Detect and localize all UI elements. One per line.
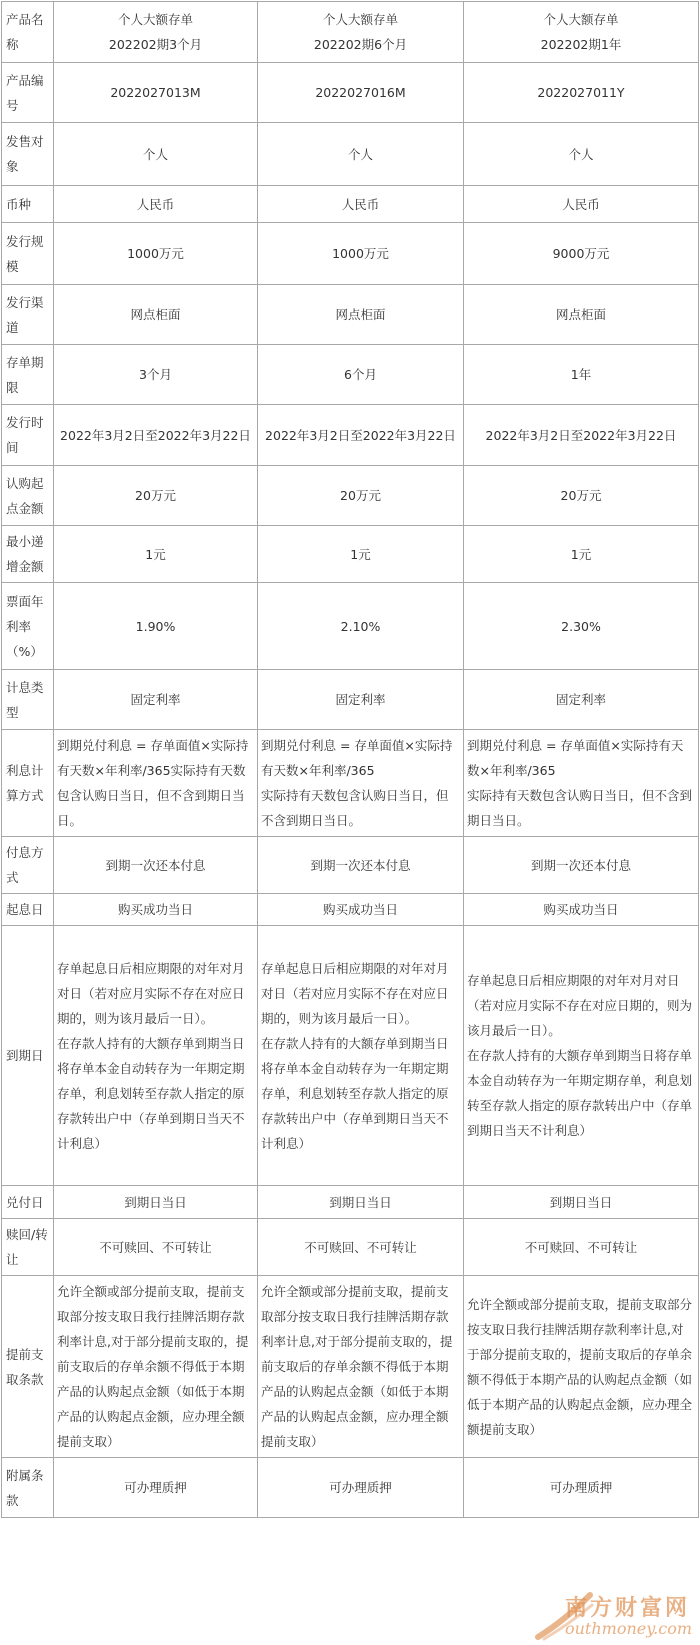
table-row-min-amount: [2, 466, 699, 526]
row-label-increment: 最小递增金额: [2, 526, 54, 583]
cell-increment-product-1: [54, 526, 258, 583]
cell-channel-product-2: [258, 285, 464, 345]
cell-text-line: 固定利率: [130, 692, 181, 707]
row-label-pay-date: 兑付日: [2, 1186, 54, 1219]
cell-text-line: 到期兑付利息 = 存单面值×实际持有天数×年利率/365: [261, 738, 453, 778]
cell-currency-product-3: [464, 186, 699, 223]
row-label-target: 发售对象: [2, 123, 54, 186]
cell-target-product-1: [54, 123, 258, 186]
cell-text-line: 6个月: [344, 367, 377, 382]
cell-text-line: 个人: [568, 146, 594, 162]
row-label-min-amount: 认购起点金额: [2, 466, 54, 526]
cell-text-line: 1元: [145, 546, 166, 562]
cell-rate-product-2: [258, 583, 464, 670]
cell-text-line: 到期一次还本付息: [105, 857, 206, 873]
cell-name-product-1: [54, 2, 258, 63]
cell-text-line: 不可赎回、不可转让: [304, 1239, 417, 1255]
cell-attached-product-1: [54, 1458, 258, 1518]
cell-increment-product-3: [464, 526, 699, 583]
cell-text-line: 202202期1年: [540, 37, 622, 52]
row-label-value-date: 起息日: [2, 894, 54, 926]
cell-text-line: 2022年3月2日至2022年3月22日: [60, 427, 251, 443]
cell-issue-time-product-1: [54, 405, 258, 466]
row-label-interest-type: 计息类型: [2, 670, 54, 730]
cell-text-line: 2022027013M: [110, 85, 201, 100]
cell-currency-product-2: [258, 186, 464, 223]
cell-text-line: 在存款人持有的大额存单到期当日将存单本金自动转存为一年期定期存单，利息划转至存款人指定的原存款转出户中（存单到期日当天不计利息）: [261, 1035, 449, 1151]
row-label-name: 产品名称: [2, 2, 54, 63]
table-row-interest-type: [2, 670, 699, 730]
product-table: [1, 1, 699, 1518]
cell-text-line: 不可赎回、不可转让: [99, 1239, 212, 1255]
table-row-maturity: [2, 926, 699, 1186]
cell-text-line: 个人大额存单: [543, 12, 619, 27]
table-body: [2, 2, 699, 1518]
cell-scale-product-1: [54, 223, 258, 285]
row-label-early-withdraw: 提前支取条款: [2, 1276, 54, 1458]
table-row-interest-calc: [2, 730, 699, 837]
table-row-rate: [2, 583, 699, 670]
table-row-increment: [2, 526, 699, 583]
cell-issue-time-product-3: [464, 405, 699, 466]
cell-code-product-2: [258, 63, 464, 123]
table-row-term: [2, 345, 699, 405]
cell-text-line: 存单起息日后相应期限的对年对月对日（若对应月实际不存在对应日期的，则为该月最后一日）。: [467, 973, 693, 1038]
cell-term-product-3: [464, 345, 699, 405]
table-row-code: [2, 63, 699, 123]
cell-text-line: 可办理质押: [124, 1480, 187, 1495]
table-row-pay-date: [2, 1186, 699, 1219]
cell-min-amount-product-1: [54, 466, 258, 526]
cell-text-line: 允许全额或部分提前支取，提前支取部分按支取日我行挂牌活期存款利率计息,对于部分提前支取的，提前支取后的存单余额不得低于本期产品的认购起点金额（如低于本期产品的认购起点金额，应办理全额提前支取）: [57, 1284, 249, 1449]
cell-text-line: 购买成功当日: [543, 902, 619, 917]
cell-text-line: 1000万元: [127, 246, 184, 261]
cell-text-line: 可办理质押: [329, 1480, 392, 1495]
cell-code-product-3: [464, 63, 699, 123]
row-label-code: 产品编号: [2, 63, 54, 123]
cell-target-product-2: [258, 123, 464, 186]
cell-text-line: 在存款人持有的大额存单到期当日将存单本金自动转存为一年期定期存单，利息划转至存款人指定的原存款转出户中（存单到期日当天不计利息）: [467, 1048, 693, 1138]
cell-early-withdraw-product-2: [258, 1276, 464, 1458]
row-label-scale: 发行规模: [2, 223, 54, 285]
row-label-maturity: 到期日: [2, 926, 54, 1186]
table-row-issue-time: [2, 405, 699, 466]
cell-text-line: 允许全额或部分提前支取，提前支取部分按支取日我行挂牌活期存款利率计息,对于部分提前支取的，提前支取后的存单余额不得低于本期产品的认购起点金额（如低于本期产品的认购起点金额，应办理全额提前支取）: [467, 1296, 693, 1437]
cell-min-amount-product-3: [464, 466, 699, 526]
cell-text-line: 实际持有天数包含认购日当日，但不含到期日当日。: [261, 788, 449, 828]
table-row-target: [2, 123, 699, 186]
table-row-early-withdraw: [2, 1276, 699, 1458]
cell-text-line: 存单起息日后相应期限的对年对月对日（若对应月实际不存在对应日期的，则为该月最后一日）。: [261, 960, 449, 1026]
cell-text-line: 存单起息日后相应期限的对年对月对日（若对应月实际不存在对应日期的，则为该月最后一日）。: [57, 960, 245, 1026]
cell-text-line: 20万元: [560, 488, 602, 503]
cell-text-line: 2.30%: [561, 618, 601, 634]
row-label-redeem: 赎回/转让: [2, 1219, 54, 1276]
watermark-cn-text: 南方财富网: [564, 1595, 690, 1621]
cell-text-line: 2022年3月2日至2022年3月22日: [265, 427, 456, 443]
cell-text-line: 1元: [570, 546, 592, 562]
cell-text-line: 到期日当日: [124, 1194, 187, 1210]
cell-text-line: 人民币: [562, 196, 600, 212]
cell-target-product-3: [464, 123, 699, 186]
cell-value-date-product-1: [54, 894, 258, 926]
cell-text-line: 网点柜面: [555, 307, 606, 322]
cell-text-line: 到期兑付利息 = 存单面值×实际持有天数×年利率/365: [467, 738, 684, 778]
cell-early-withdraw-product-1: [54, 1276, 258, 1458]
cell-text-line: 固定利率: [335, 692, 386, 707]
cell-text-line: 实际持有天数包含认购日当日，但不含到期日当日。: [467, 788, 693, 828]
cell-text-line: 个人大额存单: [322, 12, 398, 27]
cell-text-line: 1年: [570, 367, 592, 382]
cell-rate-product-3: [464, 583, 699, 670]
cell-channel-product-3: [464, 285, 699, 345]
cell-redeem-product-3: [464, 1219, 699, 1276]
cell-text-line: 202202期3个月: [108, 37, 203, 52]
row-label-rate: 票面年利率（%）: [2, 583, 54, 670]
row-label-payment: 付息方式: [2, 837, 54, 894]
site-watermark: [534, 1591, 694, 1641]
cell-value-date-product-3: [464, 894, 699, 926]
cell-channel-product-1: [54, 285, 258, 345]
cell-text-line: 2022027016M: [315, 85, 406, 100]
watermark-swoosh-icon: [534, 1591, 594, 1641]
cell-text-line: 到期兑付利息 = 存单面值×实际持有天数×年利率/365实际持有天数包含认购日当日，但不含到期日当日。: [57, 738, 249, 828]
cell-text-line: 2.10%: [340, 618, 381, 634]
cell-text-line: 在存款人持有的大额存单到期当日将存单本金自动转存为一年期定期存单，利息划转至存款人指定的原存款转出户中（存单到期日当天不计利息）: [57, 1035, 245, 1151]
cell-text-line: 个人大额存单: [117, 12, 193, 27]
cell-scale-product-2: [258, 223, 464, 285]
cell-text-line: 9000万元: [552, 246, 610, 261]
cell-text-line: 人民币: [341, 196, 380, 212]
cell-interest-calc-product-3: [464, 730, 699, 837]
cell-value-date-product-2: [258, 894, 464, 926]
cell-issue-time-product-2: [258, 405, 464, 466]
cell-text-line: 2022年3月2日至2022年3月22日: [485, 427, 677, 443]
cell-currency-product-1: [54, 186, 258, 223]
cell-text-line: 202202期6个月: [313, 37, 408, 52]
table-row-currency: [2, 186, 699, 223]
table-row-scale: [2, 223, 699, 285]
cell-name-product-3: [464, 2, 699, 63]
cell-text-line: 网点柜面: [335, 307, 386, 322]
cell-text-line: 1000万元: [332, 246, 389, 261]
cell-payment-product-3: [464, 837, 699, 894]
cell-text-line: 个人: [347, 146, 373, 162]
cell-maturity-product-1: [54, 926, 258, 1186]
cell-text-line: 不可赎回、不可转让: [524, 1239, 638, 1255]
cell-early-withdraw-product-3: [464, 1276, 699, 1458]
table-row-name: [2, 2, 699, 63]
cell-code-product-1: [54, 63, 258, 123]
cell-min-amount-product-2: [258, 466, 464, 526]
cell-text-line: 购买成功当日: [322, 902, 398, 917]
cell-text-line: 网点柜面: [130, 307, 181, 322]
cell-attached-product-2: [258, 1458, 464, 1518]
table-row-attached: [2, 1458, 699, 1518]
cell-text-line: 20万元: [135, 488, 176, 503]
cell-text-line: 到期一次还本付息: [530, 857, 631, 873]
cell-maturity-product-2: [258, 926, 464, 1186]
cell-interest-calc-product-1: [54, 730, 258, 837]
cell-redeem-product-1: [54, 1219, 258, 1276]
cell-text-line: 可办理质押: [549, 1480, 613, 1495]
cell-rate-product-1: [54, 583, 258, 670]
cell-interest-calc-product-2: [258, 730, 464, 837]
cell-payment-product-1: [54, 837, 258, 894]
cell-redeem-product-2: [258, 1219, 464, 1276]
table-row-channel: [2, 285, 699, 345]
cell-text-line: 20万元: [340, 488, 381, 503]
cell-text-line: 到期日当日: [549, 1194, 613, 1210]
cell-pay-date-product-2: [258, 1186, 464, 1219]
cell-pay-date-product-3: [464, 1186, 699, 1219]
table-row-value-date: [2, 894, 699, 926]
watermark-en-text: outhmoney.com: [564, 1619, 692, 1638]
cell-text-line: 1.90%: [135, 618, 176, 634]
row-label-issue-time: 发行时间: [2, 405, 54, 466]
cell-text-line: 到期日当日: [329, 1194, 392, 1210]
cell-interest-type-product-3: [464, 670, 699, 730]
cell-text-line: 2022027011Y: [537, 85, 625, 100]
cell-term-product-1: [54, 345, 258, 405]
cell-increment-product-2: [258, 526, 464, 583]
cell-text-line: 购买成功当日: [117, 902, 193, 917]
cell-text-line: 到期一次还本付息: [310, 857, 411, 873]
row-label-attached: 附属条款: [2, 1458, 54, 1518]
cell-attached-product-3: [464, 1458, 699, 1518]
table-row-redeem: [2, 1219, 699, 1276]
cell-scale-product-3: [464, 223, 699, 285]
cell-text-line: 个人: [142, 146, 168, 162]
row-label-channel: 发行渠道: [2, 285, 54, 345]
cell-text-line: 允许全额或部分提前支取，提前支取部分按支取日我行挂牌活期存款利率计息,对于部分提前支取的，提前支取后的存单余额不得低于本期产品的认购起点金额（如低于本期产品的认购起点金额，应办理全额提前支取）: [261, 1284, 453, 1449]
row-label-term: 存单期限: [2, 345, 54, 405]
cell-text-line: 人民币: [136, 196, 175, 212]
cell-maturity-product-3: [464, 926, 699, 1186]
cell-text-line: 固定利率: [555, 692, 606, 707]
cell-payment-product-2: [258, 837, 464, 894]
row-label-currency: 币种: [2, 186, 54, 223]
cell-text-line: 1元: [350, 546, 371, 562]
cell-interest-type-product-2: [258, 670, 464, 730]
cell-term-product-2: [258, 345, 464, 405]
cell-interest-type-product-1: [54, 670, 258, 730]
cell-text-line: 3个月: [139, 367, 172, 382]
cell-name-product-2: [258, 2, 464, 63]
cell-pay-date-product-1: [54, 1186, 258, 1219]
table-row-payment: [2, 837, 699, 894]
row-label-interest-calc: 利息计算方式: [2, 730, 54, 837]
